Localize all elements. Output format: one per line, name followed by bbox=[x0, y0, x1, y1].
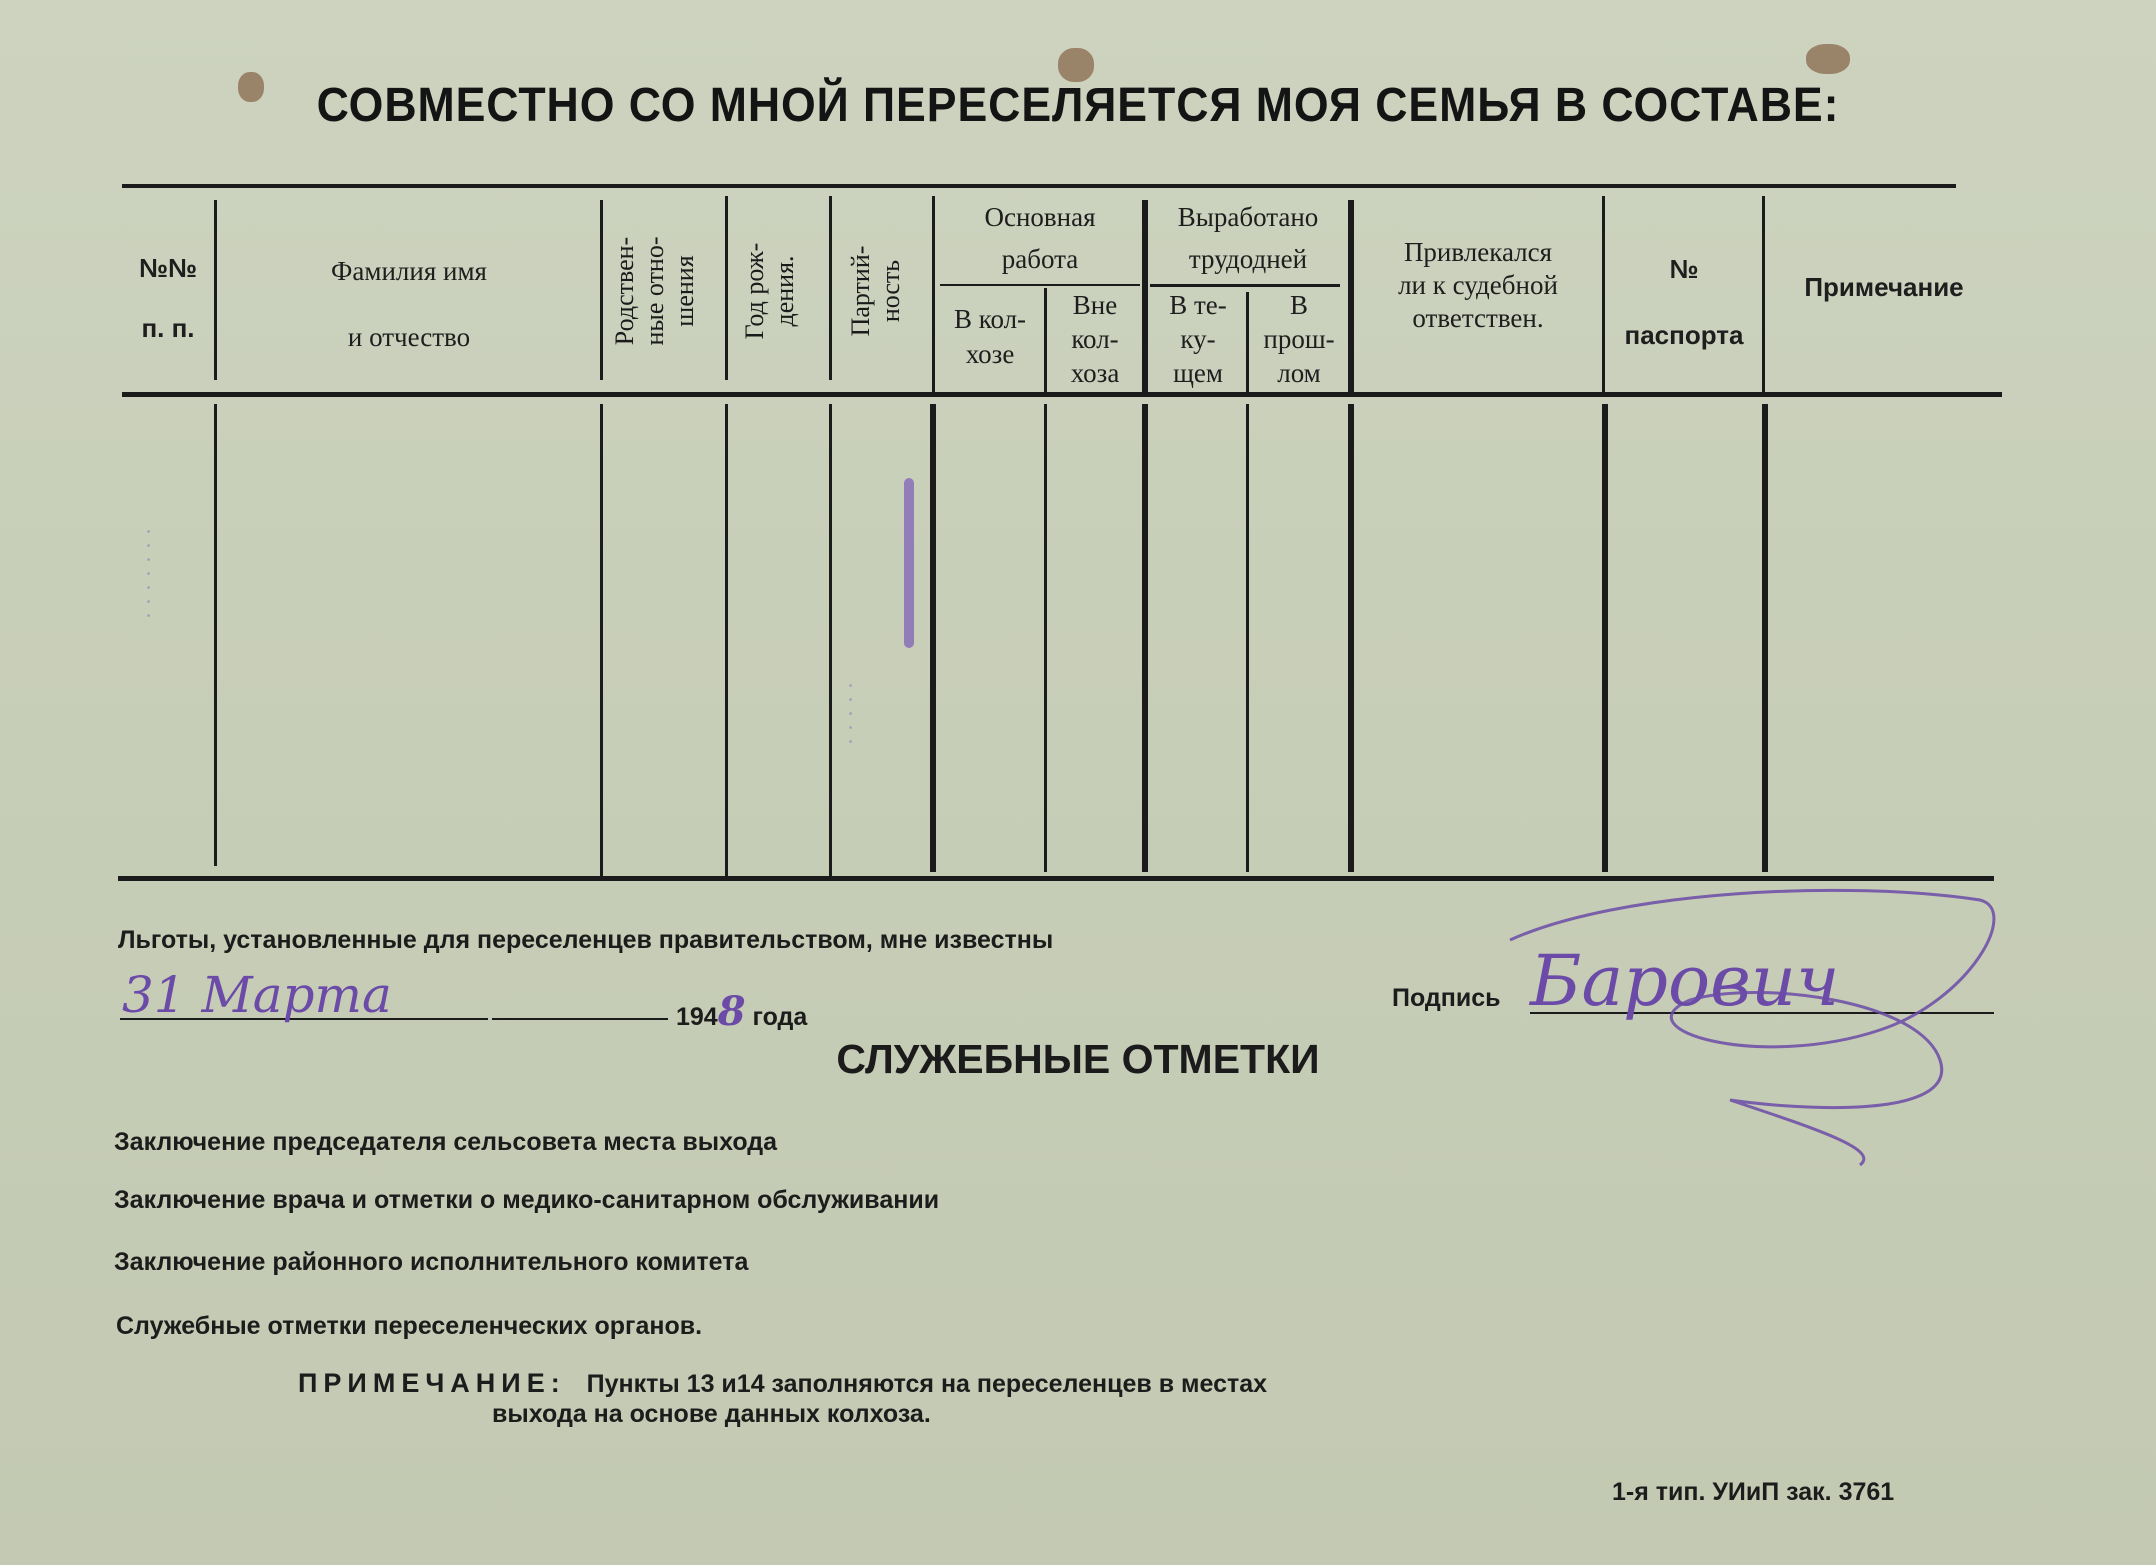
col-divider bbox=[600, 200, 603, 380]
col-divider bbox=[1246, 404, 1249, 872]
header-line: прош- bbox=[1263, 324, 1335, 354]
punch-hole bbox=[1058, 48, 1094, 82]
header-line: В bbox=[1289, 290, 1308, 320]
header-line: работа bbox=[1001, 244, 1079, 274]
note-line-1: Пункты 13 и14 заполняются на переселенцев в местах bbox=[586, 1370, 1268, 1398]
header-party bbox=[846, 206, 906, 376]
header-note bbox=[1766, 270, 2002, 305]
handwritten-date: 31 Марта bbox=[122, 966, 392, 1024]
header-line: щем bbox=[1173, 358, 1223, 388]
header-line: В те- bbox=[1169, 290, 1227, 320]
col-divider bbox=[1246, 292, 1249, 392]
conclusion-doctor: Заключение врача и отметки о медико-санитарном обслуживании bbox=[114, 1186, 940, 1214]
printer-imprint: 1-я тип. УИиП зак. 3761 bbox=[1612, 1478, 1895, 1506]
table-header-rule bbox=[122, 392, 2002, 397]
benefits-statement: Льготы, установленные для переселенцев правительством, мне известны bbox=[118, 926, 1054, 954]
header-line: дения. bbox=[770, 255, 799, 327]
header-full-name bbox=[218, 238, 600, 370]
footnote bbox=[298, 1368, 1267, 1399]
col-divider bbox=[930, 404, 936, 872]
header-in-kolkhoz bbox=[936, 302, 1044, 372]
header-court bbox=[1354, 236, 1602, 335]
signature-label: Подпись bbox=[1392, 984, 1501, 1012]
header-line: ответствен. bbox=[1412, 303, 1544, 333]
conclusion-village-council: Заключение председателя сельсовета места выхода bbox=[114, 1128, 778, 1156]
header-line: № bbox=[1669, 254, 1699, 284]
header-past bbox=[1250, 288, 1348, 390]
header-passport bbox=[1606, 236, 1762, 368]
header-line: кол- bbox=[1071, 324, 1119, 354]
main-work-subrule bbox=[940, 284, 1140, 286]
col-divider bbox=[1348, 404, 1354, 872]
header-workdays bbox=[1148, 196, 1348, 280]
header-current bbox=[1150, 288, 1246, 390]
col-divider bbox=[214, 404, 217, 866]
header-line: Год рож- bbox=[740, 242, 769, 340]
col-divider bbox=[829, 404, 832, 878]
signature-flourish bbox=[1500, 880, 2020, 1170]
header-birth-year bbox=[740, 206, 800, 376]
header-line: трудодней bbox=[1188, 244, 1308, 274]
year-word: года bbox=[752, 1003, 808, 1031]
header-line: ли к судебной bbox=[1398, 270, 1558, 300]
resettlement-marks: Служебные отметки переселенческих органов. bbox=[116, 1312, 703, 1340]
col-divider bbox=[1602, 404, 1608, 872]
header-line: В кол- bbox=[953, 304, 1027, 334]
section-title: СЛУЖЕБНЫЕ ОТМЕТКИ bbox=[836, 1036, 1320, 1082]
header-line: хозе bbox=[965, 339, 1015, 369]
header-line: Привлекался bbox=[1403, 237, 1553, 267]
header-out-kolkhoz bbox=[1048, 288, 1142, 390]
header-line: п. п. bbox=[141, 313, 195, 343]
faded-stamp: · · · · · bbox=[838, 681, 865, 746]
workdays-subrule bbox=[1150, 284, 1340, 287]
header-main-work bbox=[936, 196, 1144, 280]
header-line: хоза bbox=[1070, 358, 1120, 388]
col-divider bbox=[1762, 196, 1765, 392]
note-label: ПРИМЕЧАНИЕ: bbox=[298, 1368, 566, 1398]
col-divider bbox=[1762, 404, 1768, 872]
punch-hole bbox=[1806, 44, 1850, 74]
date-underline-2 bbox=[492, 1018, 668, 1020]
header-line: ность bbox=[876, 259, 905, 323]
col-divider bbox=[1044, 404, 1047, 872]
header-line: Вне bbox=[1072, 290, 1118, 320]
date-year bbox=[676, 988, 807, 1035]
header-line: шения bbox=[670, 255, 699, 327]
header-line: №№ bbox=[139, 253, 197, 283]
header-line: лом bbox=[1277, 358, 1321, 388]
handwritten-year-digit: 8 bbox=[717, 988, 746, 1035]
header-line: Примечание bbox=[1804, 272, 1964, 302]
header-line: и отчество bbox=[347, 322, 471, 352]
header-number bbox=[122, 238, 214, 358]
form-title: СОВМЕСТНО СО МНОЙ ПЕРЕСЕЛЯЕТСЯ МОЯ СЕМЬЯ В СОСТАВЕ: bbox=[316, 79, 1840, 132]
conclusion-district-committee: Заключение районного исполнительного комитета bbox=[114, 1248, 749, 1276]
header-relation bbox=[610, 206, 700, 376]
col-divider bbox=[1602, 196, 1605, 392]
header-line: Партий- bbox=[846, 245, 875, 337]
note-line-2: выхода на основе данных колхоза. bbox=[492, 1400, 931, 1428]
col-divider bbox=[214, 200, 217, 380]
faded-stamp: · · · · · · · bbox=[136, 527, 163, 620]
col-divider bbox=[932, 196, 935, 392]
col-divider bbox=[1044, 288, 1047, 392]
header-line: Фамилия имя bbox=[331, 256, 487, 286]
handwritten-signature: Барович bbox=[1530, 940, 1840, 1022]
header-line: Родствен- bbox=[610, 236, 639, 346]
col-divider bbox=[725, 196, 728, 380]
header-line: Основная bbox=[984, 202, 1096, 232]
col-divider bbox=[829, 196, 832, 380]
col-divider bbox=[1142, 404, 1148, 872]
header-line: Выработано bbox=[1177, 202, 1319, 232]
year-prefix: 194 bbox=[676, 1003, 718, 1031]
ink-stroke bbox=[904, 478, 914, 648]
table-top-rule bbox=[122, 184, 1956, 188]
header-line: паспорта bbox=[1624, 320, 1744, 350]
header-line: ку- bbox=[1180, 324, 1216, 354]
header-line: ные отно- bbox=[640, 236, 669, 346]
col-divider bbox=[725, 404, 728, 878]
col-divider bbox=[600, 404, 603, 878]
